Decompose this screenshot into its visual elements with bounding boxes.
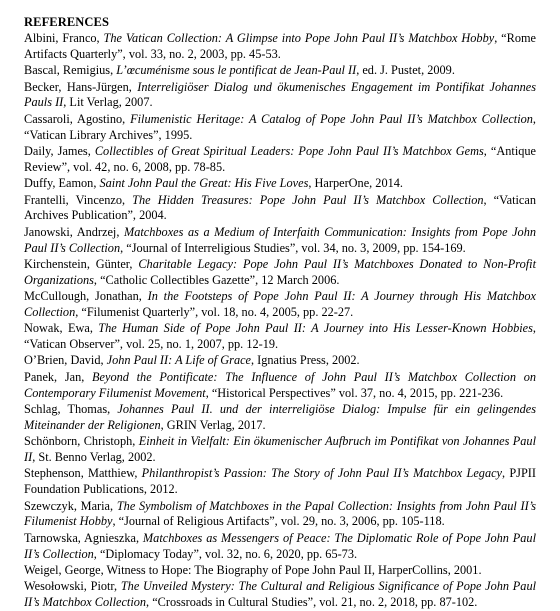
reference-entry	[24, 289, 536, 321]
reference-title: Johannes Paul II. und der interreligiöse Dialog: Impulse für ein gelingendes Miteinander der Religionen	[24, 402, 536, 432]
reference-publication: , HarperOne, 2014.	[308, 176, 403, 191]
reference-title: Philanthropist’s Passion: The Story of John Paul II’s Matchbox Legacy	[141, 466, 503, 481]
reference-publication: , GRIN Verlag, 2017.	[160, 417, 266, 432]
reference-title: L’œcuménisme sous le pontificat de Jean-Paul II	[116, 63, 357, 78]
reference-author: Daily, James,	[24, 143, 95, 158]
reference-publication: , “Vatican Observer”, vol. 25, no. 1, 2007, pp. 12-19.	[24, 321, 536, 352]
reference-entry	[24, 176, 536, 192]
reference-publication: , “Rome Artifacts Quarterly”, vol. 33, no. 2, 2003, pp. 45-53.	[24, 31, 536, 61]
reference-publication: , ed. J. Pustet, 2009.	[356, 63, 455, 78]
reference-publication: , Lit Verlag, 2007.	[63, 95, 153, 110]
reference-publication: , “Vatican Library Archives”, 1995.	[24, 111, 536, 142]
reference-title: Matchboxes as a Medium of Interfaith Communication: Insights from Pope John Paul II’s Collection	[24, 224, 536, 255]
reference-entry	[24, 531, 536, 563]
reference-title: Beyond the Pontificate: The Influence of John Paul II’s Matchbox Collection on Contemporary Filumenist Movement	[24, 369, 537, 400]
reference-author: Cassaroli, Agostino,	[24, 111, 131, 126]
reference-title: The Symbolism of Matchboxes in the Papal Collection: Insights from John Paul II’s Filumenist Hobby	[24, 498, 536, 529]
reference-title: Einheit in Vielfalt: Ein ökumenischer Aufbruch im Pontifikat von Johannes Paul II	[24, 434, 536, 465]
reference-title: Filumenistic Heritage: A Catalog of Pope John Paul II’s Matchbox Collection	[130, 111, 533, 126]
reference-publication: , “Antique Review”, vol. 42, no. 6, 2008, pp. 78-85.	[24, 143, 536, 174]
reference-author: Stephenson, Matthiew,	[24, 466, 142, 481]
reference-entry	[24, 225, 536, 257]
reference-entry	[24, 257, 536, 289]
reference-entry	[24, 144, 536, 176]
reference-title: John Paul II: A Life of Grace	[106, 353, 252, 368]
reference-author: Albini, Franco,	[24, 31, 104, 45]
reference-author: Becker, Hans-Jürgen,	[24, 79, 138, 94]
reference-entry	[24, 63, 536, 79]
reference-publication: , “Catholic Collectibles Gazette”, 12 March 2006.	[93, 272, 340, 287]
reference-author: Bascal, Remigius,	[24, 63, 117, 78]
reference-publication: , “Diplomacy Today”, vol. 32, no. 6, 2020, pp. 65-73.	[93, 546, 358, 561]
reference-author: McCullough, Jonathan,	[24, 289, 148, 304]
reference-title: Charitable Legacy: Pope John Paul II’s Matchboxes Donated to Non-Profit Organizations	[24, 256, 537, 287]
reference-title: Saint John Paul the Great: His Five Loves	[99, 176, 309, 191]
reference-author: Schönborn, Christoph,	[24, 434, 139, 449]
reference-entry	[24, 321, 536, 353]
reference-author: Kirchenstein, Günter,	[24, 256, 139, 271]
reference-publication: , “Historical Perspectives” vol. 37, no. 4, 2015, pp. 221-236.	[205, 385, 504, 400]
references-heading: REFERENCES	[24, 15, 110, 29]
reference-entry	[24, 499, 536, 531]
reference-entry	[24, 112, 536, 144]
reference-publication: , “Journal of Interreligious Studies”, vol. 34, no. 3, 2009, pp. 154-169.	[120, 240, 466, 255]
reference-entry	[24, 353, 536, 369]
reference-publication: , PJPII Foundation Publications, 2012.	[24, 466, 536, 497]
reference-publication: , “Vatican Archives Publication”, 2004.	[24, 192, 536, 223]
references-list	[24, 31, 536, 611]
reference-author: Nowak, Ewa,	[24, 321, 99, 336]
reference-title: The Unveiled Mystery: The Cultural and Religious Significance of Pope John Paul II’s Matchbox Collection	[24, 579, 537, 610]
reference-title: The Hidden Treasures: Pope John Paul II’s Matchbox Collection	[132, 192, 484, 207]
reference-author: Janowski, Andrzej,	[24, 224, 124, 239]
reference-entry	[24, 80, 536, 112]
reference-author: Schlag, Thomas,	[24, 402, 118, 417]
reference-entry	[24, 434, 536, 466]
reference-author: Duffy, Eamon,	[24, 176, 100, 191]
reference-entry	[24, 402, 536, 434]
reference-title: Interreligiöser Dialog und ökumenisches Engagement im Pontifikat Johannes Pauls II	[24, 79, 536, 110]
reference-entry	[24, 370, 536, 402]
reference-title: Matchboxes as Messengers of Peace: The Diplomatic Role of Pope John Paul II’s Collection	[24, 530, 537, 561]
reference-title: The Human Side of Pope John Paul II: A Journey into His Lesser-Known Hobbies	[98, 321, 533, 336]
reference-author: Szewczyk, Maria,	[24, 498, 117, 513]
reference-publication: , St. Benno Verlag, 2002.	[32, 450, 156, 465]
reference-author: Panek, Jan,	[24, 369, 93, 384]
reference-entry	[24, 193, 536, 225]
reference-publication: , “Crossroads in Cultural Studies”, vol. 21, no. 2, 2018, pp. 87-102.	[146, 595, 478, 610]
reference-publication: , Ignatius Press, 2002.	[251, 353, 360, 368]
reference-entry	[24, 466, 536, 498]
reference-entry	[24, 563, 536, 579]
reference-author: Tarnowska, Agnieszka,	[24, 530, 143, 545]
reference-title: The Vatican Collection: A Glimpse into Pope John Paul II’s Matchbox Hobby	[103, 31, 495, 45]
reference-author: Weigel, George, Witness to Hope: The Biography of Pope John Paul II, HarperCollins, 2001.	[24, 562, 482, 577]
reference-title: In the Footsteps of Pope John Paul II: A Journey through His Matchbox Collection	[24, 289, 536, 319]
reference-entry	[24, 579, 536, 611]
reference-publication: , “Journal of Religious Artifacts”, vol. 29, no. 3, 2006, pp. 105-118.	[112, 514, 445, 529]
reference-publication: , “Filumenist Quarterly”, vol. 18, no. 4, 2005, pp. 22-27.	[75, 304, 354, 319]
reference-author: O’Brien, David,	[24, 353, 107, 368]
reference-title: Collectibles of Great Spiritual Leaders: Pope John Paul II’s Matchbox Gems	[94, 143, 484, 158]
reference-entry	[24, 31, 536, 63]
reference-author: Frantelli, Vincenzo,	[24, 192, 133, 207]
reference-author: Wesołowski, Piotr,	[24, 579, 121, 594]
